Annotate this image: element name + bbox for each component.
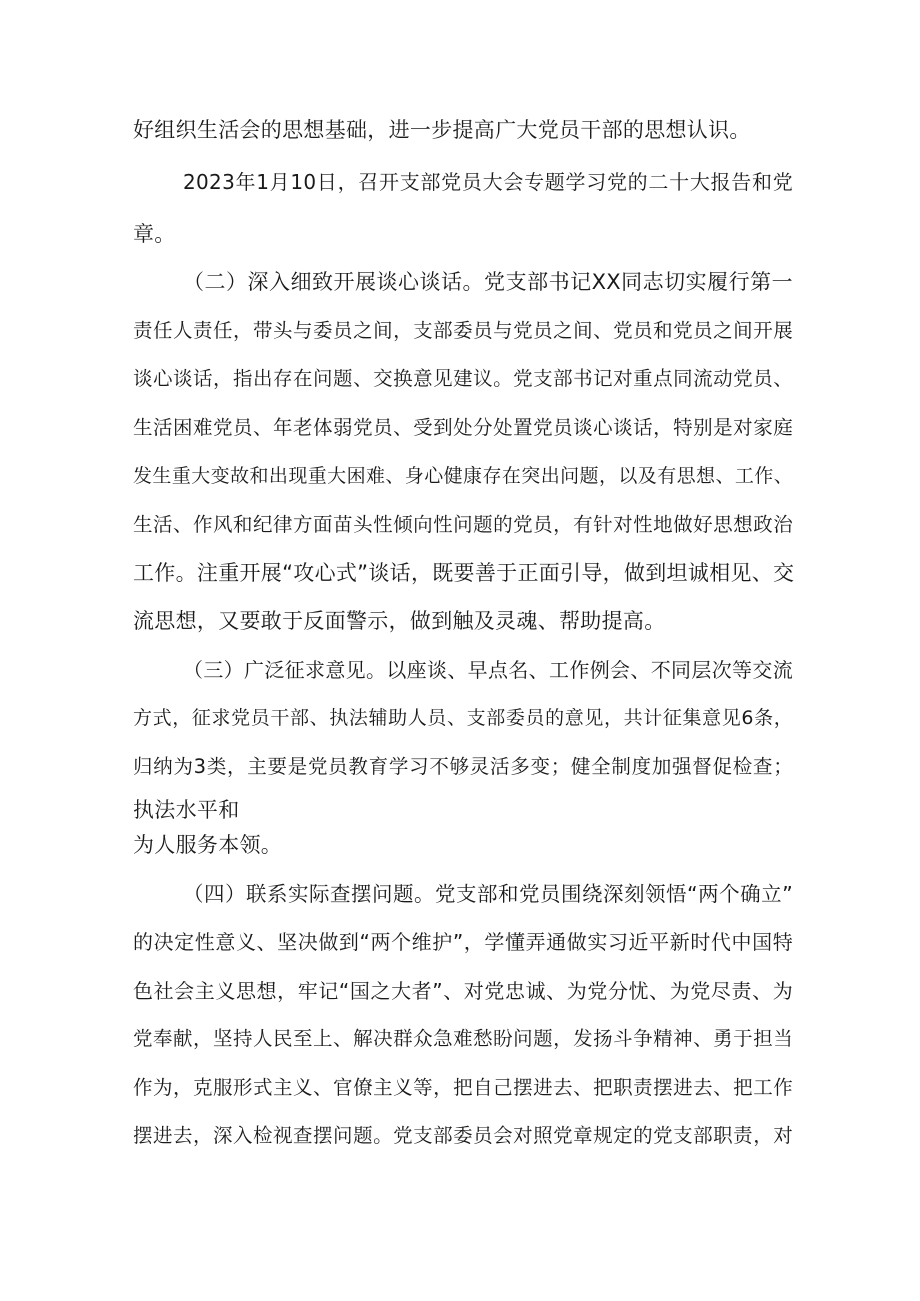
paragraph-line: （三）广泛征求意见。以座谈、早点名、工作例会、不同层次等交流 [183,658,793,682]
paragraph-line: 归纳为3类，主要是党员教育学习不够灵活多变；健全制度加强督促检查； [133,755,793,778]
paragraph-line: 章。 [133,222,176,246]
paragraph-line: （四）联系实际查摆问题。党支部和党员围绕深刻领悟“两个确立” [183,882,793,906]
paragraph-line: 生活困难党员、年老体弱党员、受到处分处置党员谈心谈话，特别是对家庭 [133,416,793,439]
paragraph-line: 方式，征求党员干部、执法辅助人员、支部委员的意见，共计征集意见6条， [133,707,793,729]
paragraph-line: 执法水平和 [133,798,240,822]
paragraph-line: 2023年1月10日，召开支部党员大会专题学习党的二十大报告和党 [183,170,793,194]
paragraph-line: 党奉献，坚持人民至上、解决群众急难愁盼问题，发扬斗争精神、勇于担当 [133,1027,793,1050]
paragraph-line: 好组织生活会的思想基础，进一步提高广大党员干部的思想认识。 [133,118,751,142]
paragraph-line: （二）深入细致开展谈心谈话。党支部书记XX同志切实履行第一 [183,270,793,294]
paragraph-line: 责任人责任，带头与委员之间，支部委员与党员之间、党员和党员之间开展 [133,319,793,342]
paragraph-line: 工作。注重开展“攻心式”谈话，既要善于正面引导，做到坦诚相见、交 [133,561,795,585]
paragraph-line: 流思想，又要敢于反面警示，做到触及灵魂、帮助提高。 [133,609,666,633]
paragraph-line: 色社会主义思想，牢记“国之大者”、对党忠诚、为党分忧、为党尽责、为 [133,979,793,1003]
paragraph-line: 生活、作风和纪律方面苗头性倾向性问题的党员，有针对性地做好思想政治 [133,513,793,536]
paragraph-line: 的决定性意义、坚决做到“两个维护”，学懂弄通做实习近平新时代中国特 [133,930,793,954]
paragraph-line: 作为，克服形式主义、官僚主义等，把自己摆进去、把职责摆进去、把工作 [133,1076,793,1099]
paragraph-line: 发生重大变故和出现重大困难、身心健康存在突出问题，以及有思想、工作、 [133,465,793,487]
paragraph-line: 为人服务本领。 [133,833,283,857]
paragraph-line: 谈心谈话，指出存在问题、交换意见建议。党支部书记对重点同流动党员、 [133,367,793,390]
paragraph-line: 摆进去，深入检视查摆问题。党支部委员会对照党章规定的党支部职责，对 [133,1124,793,1147]
